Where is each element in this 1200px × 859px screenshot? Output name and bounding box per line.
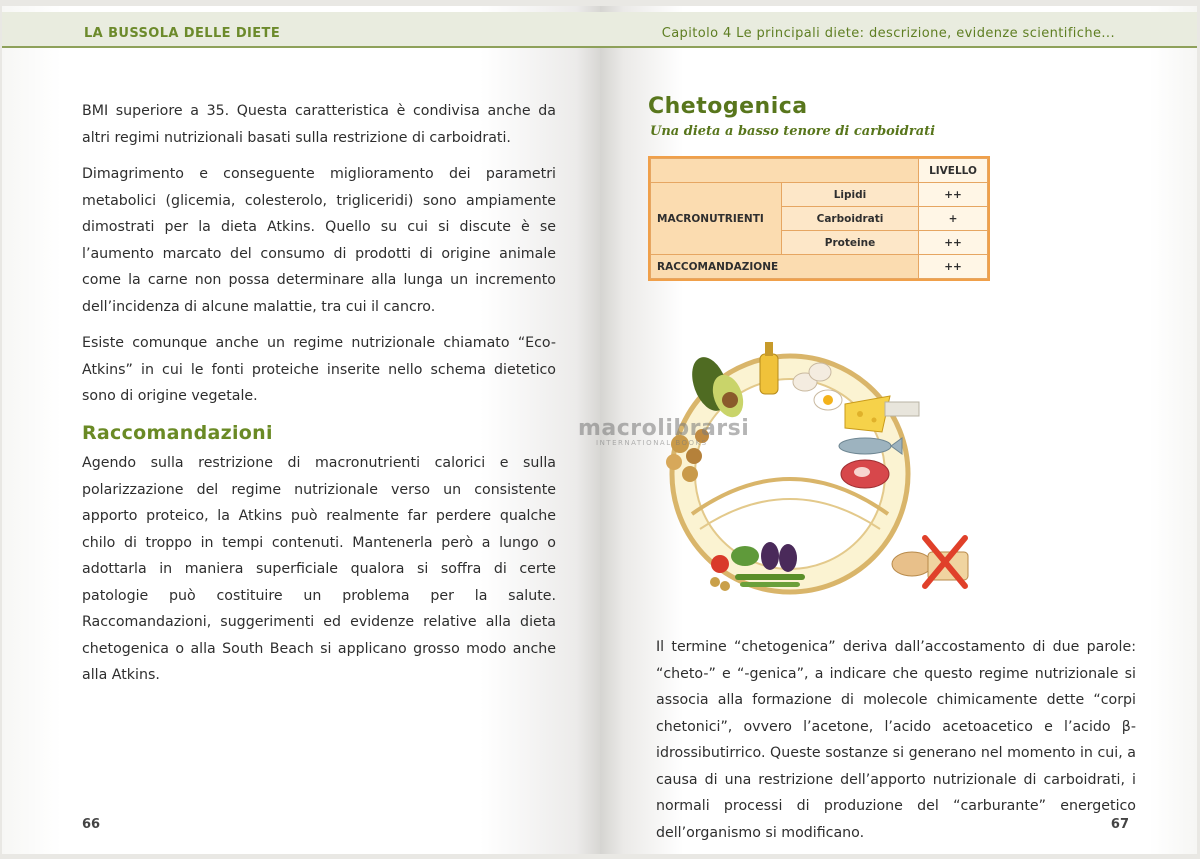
reco-label: RACCOMANDAZIONE: [651, 255, 919, 279]
paragraph: BMI superiore a 35. Questa caratteristica è condivisa anche da altri regimi nutrizionali basati sulla restrizione di carboidrati.: [82, 103, 556, 146]
level-header: LIVELLO: [919, 159, 988, 183]
paragraph: Il termine “chetogenica” deriva dall’accostamento di due parole: “cheto-” e “-genica”, a indicare che questo regime nutrizionale si associa alla formazione di molecole chimicamente dette “corpi chetonici”, ovvero l’acetone, l’acido acetoacetico e l’acido β-idrossibutirrico. Queste sostanze si generano nel momento in cui, a causa di una restrizione dell’apporto nutrizionale di carboidrati, i normali processi di produzione del “carburante” energetico dell’organismo si modificano.: [656, 639, 1136, 841]
nutrient-table: [648, 156, 990, 281]
nutrient-level: +: [919, 207, 988, 231]
reco-level: ++: [919, 255, 988, 279]
nutrient-name: Lipidi: [782, 183, 919, 207]
ketogenic-food-plate-illustration: [650, 324, 1000, 604]
nutrient-name: Proteine: [782, 231, 919, 255]
left-body-text: [82, 98, 556, 699]
left-page: [2, 6, 600, 854]
paragraph: Esiste comunque anche un regime nutrizionale chiamato “Eco-Atkins” in cui le fonti proteiche inserite nello schema dietetico sono di origine vegetale.: [82, 335, 556, 404]
nutrient-level: ++: [919, 231, 988, 255]
macro-label: MACRONUTRIENTI: [651, 183, 782, 255]
paragraph: Agendo sulla restrizione di macronutrienti calorici e sulla polarizzazione del regime nutrizionale verso un consistente apporto proteico, la Atkins può realmente far perdere qualche chilo di troppo in tempi contenuti. Mantenerla però a lungo o adottarla in maniera superficiale qualora si soffra di certe patologie può costituire un problema per la salute. Raccomandazioni, suggerimenti ed evidenze relative alla dieta chetogenica o alla South Beach si applicano grosso modo anche alla Atkins.: [82, 455, 556, 683]
paragraph: Dimagrimento e conseguente miglioramento dei parametri metabolici (glicemia, colesterolo, trigliceridi) sono ampiamente dimostrati per la dieta Atkins. Quello su cui si discute è se l’aumento marcato del consumo di prodotti di origine animale come la carne non possa determinare alla lunga un incremento dell’incidenza di alcune malattie, tra cui il cancro.: [82, 166, 556, 315]
page-number: 66: [82, 817, 101, 832]
page-number: 67: [1110, 817, 1129, 832]
diet-subtitle: Una dieta a basso tenore di carboidrati: [650, 124, 936, 139]
header-rule: [600, 46, 1197, 48]
right-page: [578, 6, 1197, 854]
running-head: Capitolo 4 Le principali diete: descrizione, evidenze scientifiche...: [661, 26, 1115, 41]
watermark: [578, 416, 749, 447]
header-rule: [2, 46, 600, 48]
nutrient-level: ++: [919, 183, 988, 207]
right-body-text: [656, 634, 1136, 856]
running-head: LA BUSSOLA DELLE DIETE: [84, 26, 281, 41]
section-title: Raccomandazioni: [82, 421, 273, 444]
nutrient-name: Carboidrati: [782, 207, 919, 231]
diet-title: Chetogenica: [648, 94, 808, 119]
watermark-tagline: INTERNATIONAL BOOKS: [596, 439, 708, 447]
watermark-brand: macrolibrarsi: [578, 416, 750, 441]
